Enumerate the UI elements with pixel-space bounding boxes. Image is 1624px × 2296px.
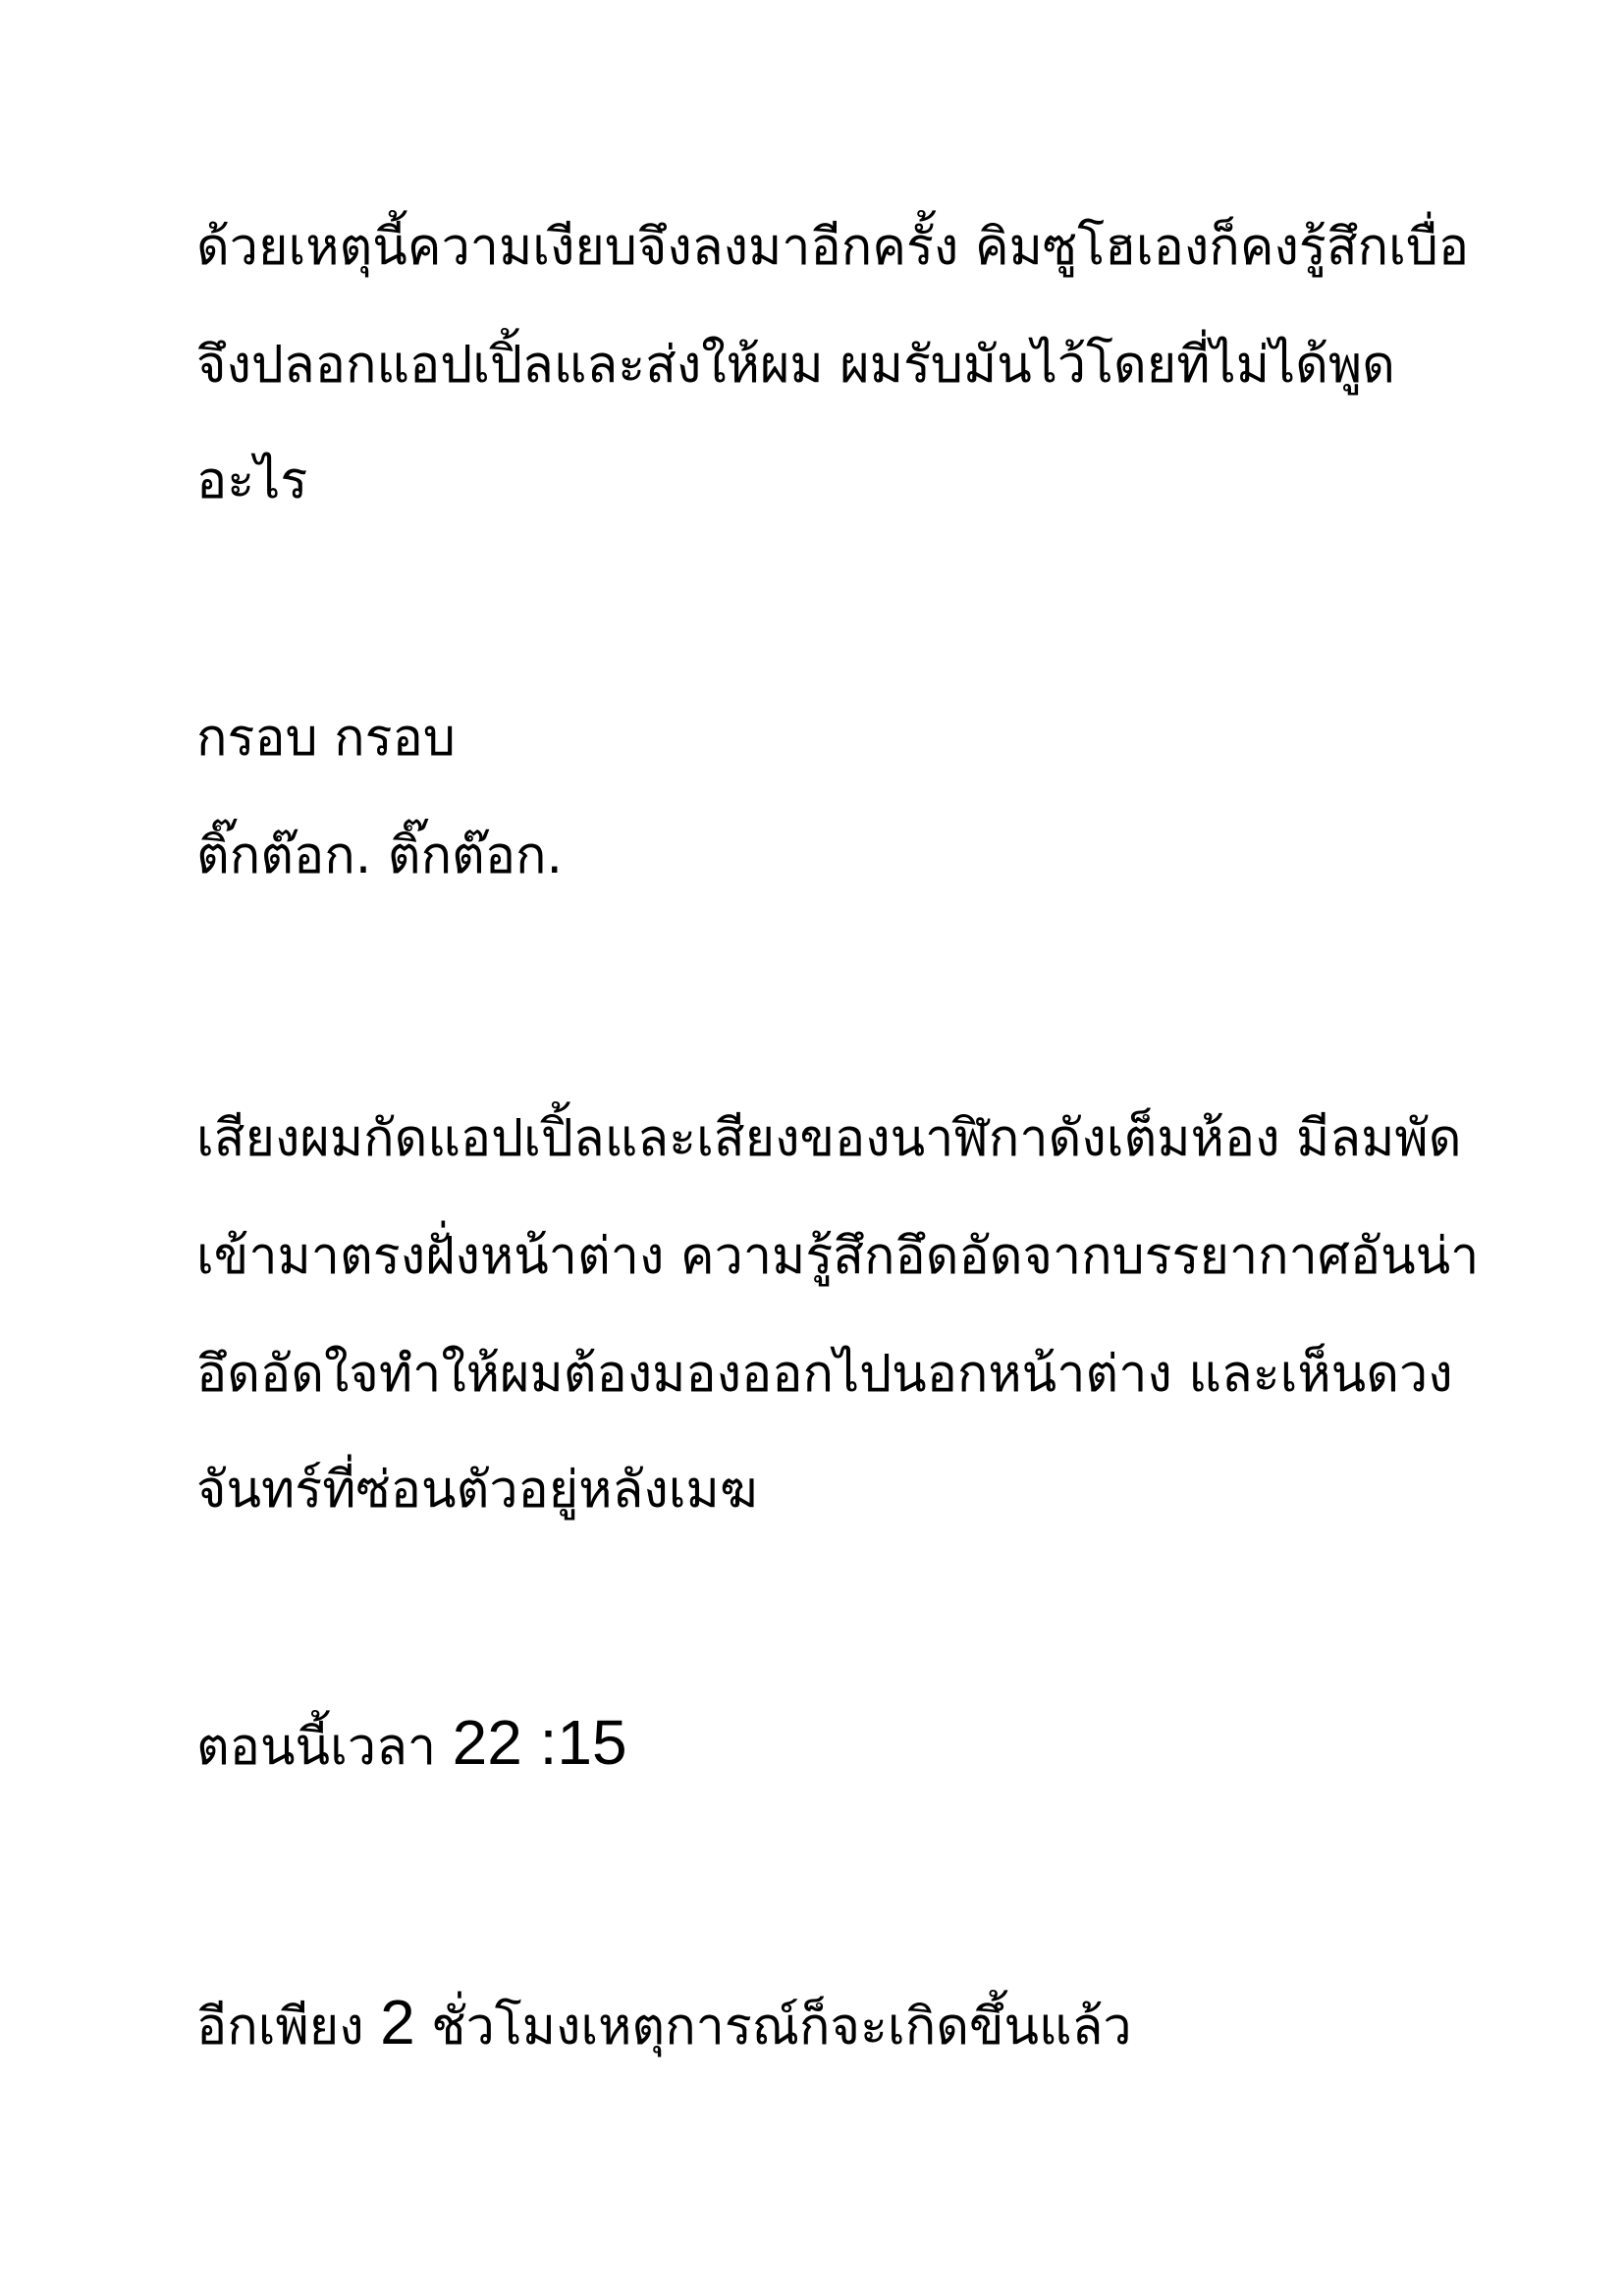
paragraph-2-line-1: เสียงผมกัดแอปเปิ้ลและเสียงของนาฬิกาดังเต็มห้อง มีลมพัด [196,1109,1462,1168]
paragraph-2-line-4: จันทร์ที่ซ่อนตัวอยู่หลังเมฆ [196,1461,758,1520]
final-line [196,1987,1132,2057]
paragraph-1-line-1: ด้วยเหตุนี้ความเงียบจึงลงมาอีกครั้ง คิมซูโฮเองก็คงรู้สึกเบื่อ [196,218,1470,277]
time-value: 22 :15 [452,1707,627,1778]
final-number: 2 [380,1987,415,2057]
time-line [196,1707,627,1778]
paragraph-2-line-3: อึดอัดใจทำให้ผมต้องมองออกไปนอกหน้าต่าง และเห็นดวง [196,1345,1453,1404]
final-suffix: ชั่วโมงเหตุการณ์ก็จะเกิดขึ้นแล้ว [431,1998,1132,2056]
paragraph-1-line-2: จึงปลอกแอปเปิ้ลและส่งให้ผม ผมรับมันไว้โดยที่ไม่ได้พูด [196,336,1395,395]
paragraph-2-line-2: เข้ามาตรงฝั่งหน้าต่าง ความรู้สึกอึดอัดจากบรรยากาศอันน่า [196,1227,1480,1286]
sound-effect-tick-tock: ติ๊กต๊อก. ติ๊กต๊อก. [196,827,564,885]
paragraph-1-line-3: อะไร [196,452,308,510]
time-prefix: ตอนนี้เวลา [196,1718,437,1777]
final-prefix: อีกเพียง [196,1998,364,2056]
sound-effect-crunch: กรอบ กรอบ [196,709,456,768]
